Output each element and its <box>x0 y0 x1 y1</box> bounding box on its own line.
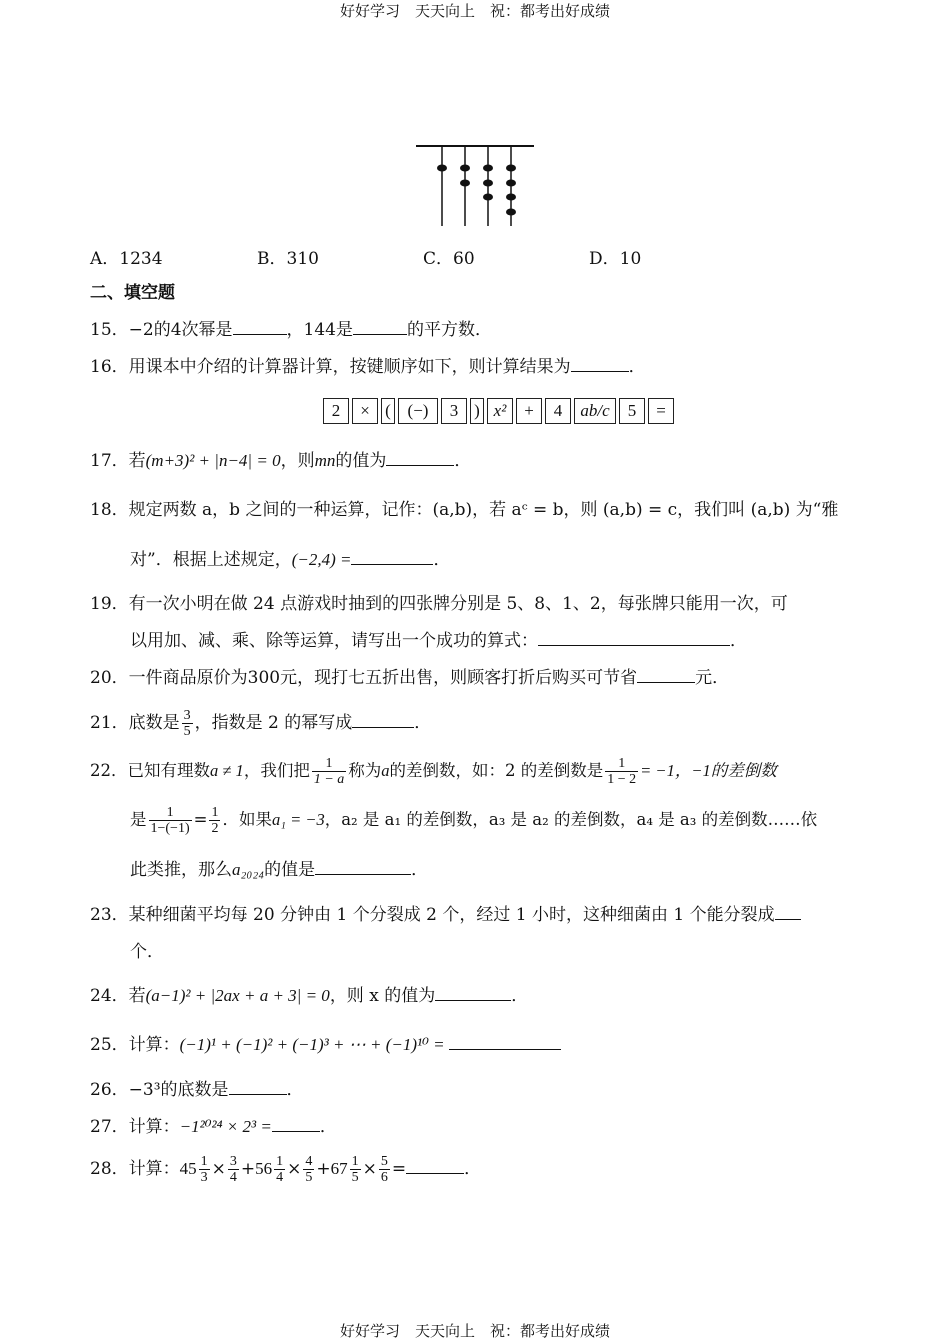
question-17: 17．若(m+3)² + |n−4| = 0，则mn的值为 ． <box>90 451 472 471</box>
question-26: 26．−3³的底数是 ． <box>90 1080 304 1100</box>
calc-key: 5 <box>619 398 645 424</box>
question-19: 19．有一次小明在做 24 点游戏时抽到的四张牌分别是 5、8、1、2，每张牌只能用一次，可 <box>90 594 788 614</box>
option-c[interactable]: C．60 <box>423 249 475 269</box>
answer-blank[interactable] <box>229 1078 287 1095</box>
question-22-cont: 是 $\frac{1}{1-(-1)}$ = $\frac{1}{2}$ ．如果a₁ = −3，a₂ 是 a₁ 的差倒数，a₃ 是 a₂ 的差倒数，a₄ 是 a₃ 的差倒数……依 <box>130 805 818 836</box>
answer-blank[interactable] <box>538 629 730 646</box>
option-b[interactable]: B．310 <box>257 249 319 269</box>
calc-key: = <box>648 398 674 424</box>
option-a[interactable]: A．1234 <box>90 249 163 269</box>
question-23-cont: 个． <box>130 942 164 962</box>
section-title: 二、填空题 <box>90 283 175 303</box>
question-19-cont: 以用加、减、乘、除等运算，请写出一个成功的算式： ． <box>130 631 747 651</box>
calc-key: (−) <box>398 398 438 424</box>
question-20: 20．一件商品原价为300元，现打七五折出售，则顾客打折后购买可节省 元． <box>90 668 730 688</box>
page-header: 好好学习 天天向上 祝：都考出好成绩 <box>339 2 610 20</box>
answer-blank[interactable] <box>775 903 801 920</box>
question-22: 22．已知有理数a ≠ 1，我们把 $\frac{1}{1 - a}$ 称为a的差倒数，如：2 的差倒数是 $\frac{1}{1 - 2}$ = −1，−1的差倒数 <box>90 756 777 787</box>
question-27: 27．计算：−1²⁰²⁴ × 2³ = ． <box>90 1117 337 1137</box>
calc-key: 2 <box>323 398 349 424</box>
answer-blank[interactable] <box>233 318 287 335</box>
calc-key: 4 <box>545 398 571 424</box>
answer-blank[interactable] <box>386 449 454 466</box>
calc-key: + <box>516 398 542 424</box>
option-d[interactable]: D．10 <box>589 249 642 269</box>
answer-blank[interactable] <box>315 858 411 875</box>
answer-blank[interactable] <box>406 1157 464 1174</box>
calc-key: ( <box>381 398 395 424</box>
page-footer: 好好学习 天天向上 祝：都考出好成绩 <box>339 1322 610 1340</box>
answer-blank[interactable] <box>449 1033 561 1050</box>
question-18-cont: 对”．根据上述规定，(−2,4) = ． <box>130 550 451 570</box>
answer-blank[interactable] <box>351 548 433 565</box>
calculator-key-sequence <box>323 398 677 424</box>
question-25: 25．计算：(−1)¹ + (−1)² + (−1)³ + ⋯ + (−1)¹⁰ = <box>90 1033 561 1057</box>
calc-key: ) <box>470 398 484 424</box>
abacus-figure <box>410 138 540 230</box>
answer-blank[interactable] <box>353 318 407 335</box>
calc-key: 3 <box>441 398 467 424</box>
calc-key: × <box>352 398 378 424</box>
question-15: 15．−2的4次幂是 ，144是 的平方数． <box>90 320 492 340</box>
question-28: 28．计算：45 $\frac{1}{3}$ × $\frac{3}{4}$ +56 $\frac{1}{4}$ × $\frac{4}{5}$ +67 $\frac{1}{5}$ × $\frac{5}{6}$ = ． <box>90 1154 482 1185</box>
question-18: 18．规定两数 a，b 之间的一种运算，记作：(a,b)，若 aᶜ = b，则 (a,b) = c，我们叫 (a,b) 为“雅 <box>90 500 839 520</box>
answer-blank[interactable] <box>637 666 695 683</box>
question-16: 16．用课本中介绍的计算器计算，按键顺序如下，则计算结果为 ． <box>90 357 646 377</box>
answer-blank[interactable] <box>435 984 511 1001</box>
answer-blank[interactable] <box>352 711 414 728</box>
answer-blank[interactable] <box>272 1115 320 1132</box>
calc-key: x² <box>487 398 513 424</box>
question-21: 21．底数是 $\frac{3}{5}$ ，指数是 2 的幂写成 ． <box>90 708 432 739</box>
calc-key: ab/c <box>574 398 616 424</box>
question-24: 24．若(a−1)² + |2ax + a + 3| = 0，则 x 的值为 ． <box>90 986 529 1006</box>
answer-blank[interactable] <box>571 355 629 372</box>
question-22-cont2: 此类推，那么a₂₀₂₄的值是 ． <box>130 860 429 880</box>
question-23: 23．某种细菌平均每 20 分钟由 1 个分裂成 2 个，经过 1 小时，这种细菌由 1 个能分裂成 <box>90 903 801 927</box>
